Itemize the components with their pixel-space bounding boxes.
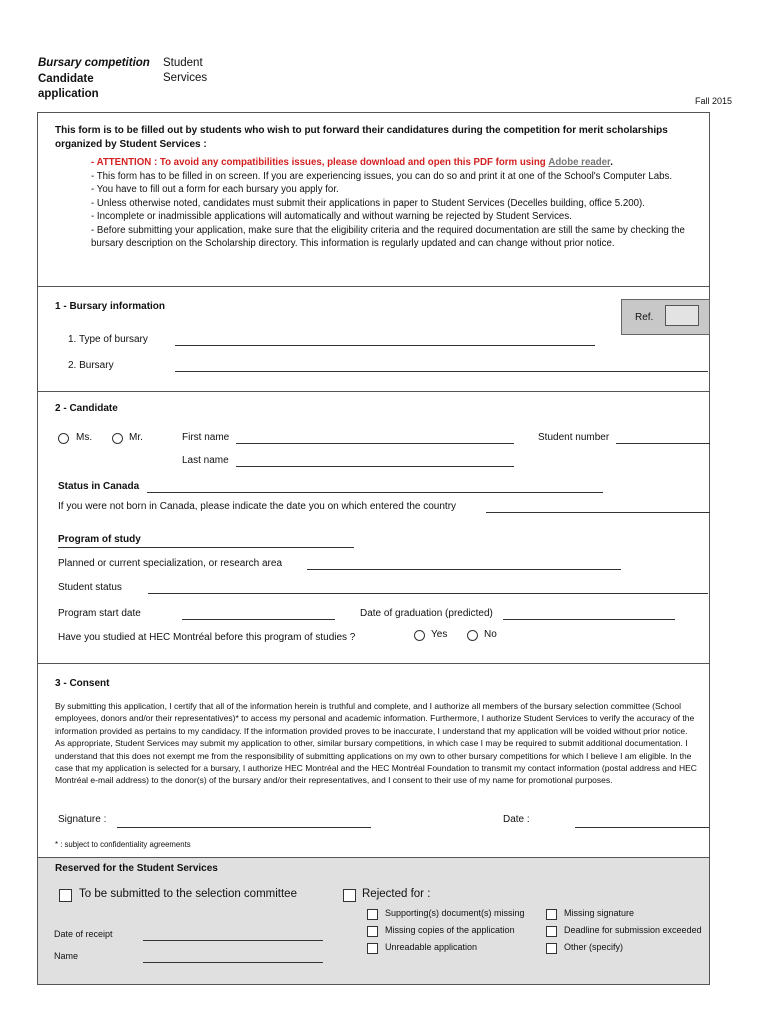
submit-to-committee-label: To be submitted to the selection committee [79,888,297,900]
reason-deadline-exceeded: Deadline for submission exceeded [564,925,702,935]
ms-radio[interactable] [58,433,69,444]
student-number-label: Student number [538,432,610,443]
department-name [163,56,207,86]
term-label: Fall 2015 [694,96,732,106]
last-name-label: Last name [182,455,229,466]
warning-text: ATTENTION : To avoid any compatibilities issues, please download and open this PDF form using [96,157,546,168]
yes-label: Yes [431,629,448,640]
no-radio[interactable] [467,630,478,641]
department-line2: Services [163,72,208,84]
program-label: Program of study [58,534,141,545]
instruction-item: - Unless otherwise noted, candidates must submit their applications in paper to Student Services (Decelles building, office 5.200). [91,197,645,209]
section4-title: Reserved for the Student Services [55,863,218,874]
section1-title: 1 - Bursary information [55,301,166,312]
instruction-item: - Incomplete or inadmissible applications will automatically and without warning be rejected by Student Services. [91,211,572,222]
reference-box [621,299,710,335]
no-label: No [484,629,497,640]
ms-label: Ms. [76,432,93,443]
section3-title: 3 - Consent [55,678,110,689]
program-field[interactable] [58,547,354,548]
status-label: Status in Canada [58,481,140,492]
signature-label: Signature : [58,814,107,825]
bursary-type-label: 1. Type of bursary [68,334,148,345]
student-status-label: Student status [58,582,122,593]
date-of-receipt-label: Date of receipt [54,929,113,939]
reason-checkbox-deadline-exceeded[interactable] [546,926,557,937]
reason-checkbox-missing-copies[interactable] [367,926,378,937]
reason-missing-copies: Missing copies of the application [385,925,515,935]
warning-suffix: . [610,157,613,168]
section2-title: 2 - Candidate [55,403,118,414]
instruction-item: - Before submitting your application, make sure that the eligibility criteria and the required documentation are still the same by checking the bursary description on the Scholarship directory. This information is regularly updated and can change without prior notice. [91,224,685,249]
reason-other: Other (specify) [564,942,624,952]
instruction-item: - You have to fill out a form for each bursary you apply for. [91,184,339,195]
reason-checkbox-unreadable[interactable] [367,943,378,954]
submit-to-committee-checkbox[interactable] [59,889,72,902]
program-start-label: Program start date [58,608,141,619]
section-bursary-information [37,286,710,392]
date-of-receipt-field[interactable] [143,940,323,941]
date-label: Date : [503,814,530,825]
intro-box [37,112,710,287]
student-status-field[interactable] [148,593,708,594]
graduation-date-label: Date of graduation (predicted) [360,608,493,619]
section-candidate [37,391,710,664]
department-line1: Student [163,57,203,69]
program-start-field[interactable] [182,619,335,620]
bursary-label: 2. Bursary [68,360,114,371]
warning-item [91,156,691,170]
section-reserved [37,857,710,985]
mr-radio[interactable] [112,433,123,444]
form-title-line2: Candidate [38,72,94,85]
intro-lead: This form is to be filled out by students who wish to put forward their candidatures during the competition for merit scholarships organized by Student Services : [55,125,668,150]
graduation-date-field[interactable] [503,619,675,620]
instruction-item: - This form has to be filled in on screen. If you are experiencing issues, you can do so and print it at one of the School's Computer Labs. [91,170,673,182]
specialization-label: Planned or current specialization, or research area [58,558,283,569]
warning-prefix: - [91,157,97,168]
rejected-checkbox[interactable] [343,889,356,902]
student-number-field[interactable] [616,443,710,444]
arrival-date-field[interactable] [486,512,710,513]
date-field[interactable] [575,827,709,828]
reason-unreadable: Unreadable application [385,942,478,952]
reason-checkbox-missing-signature[interactable] [546,909,557,920]
reason-checkbox-missing-documents[interactable] [367,909,378,920]
section-consent [37,663,710,858]
reference-field[interactable] [665,305,699,326]
specialization-field[interactable] [307,569,621,570]
reference-label: Ref. [635,312,654,323]
reason-checkbox-other[interactable] [546,943,557,954]
staff-name-field[interactable] [143,962,323,963]
bursary-field[interactable] [175,371,708,372]
reason-missing-signature: Missing signature [564,908,635,918]
instructions-list [91,156,691,251]
form-title-line3: application [38,88,99,100]
prior-study-label: Have you studied at HEC Montréal before this program of studies ? [58,632,356,643]
status-field[interactable] [147,492,603,493]
staff-name-label: Name [54,951,79,961]
mr-label: Mr. [129,432,143,443]
first-name-field[interactable] [236,443,514,444]
consent-text: By submitting this application, I certify that all of the information herein is truthful and complete, and I authorize all members of the bursary selection committee (School employees, donors and/or their representatives)* to access my personal and academic information. Furthermore, I authorize Student Services to verify the accuracy of the information provided as pertains to my candidacy. If the information provided proves to be inaccurate, I understand that my application will be voided without prior notice. As appropriate, Student Services may submit my application to other, similar bursary competitions, in which case I may be required to submit additional documentation. I understand that this does not exempt me from the responsibility of submitting applications on my own to other bursary competitions for which I believe I am eligible. In the case that my application is selected for a bursary, I authorize HEC Montréal and the HEC Montréal Foundation to transmit my contact information (postal address and HEC Montréal e-mail address) to the donor(s) of the bursary and/or their representatives, and I consent to their use of my name for promotional purposes. [55,701,697,786]
reason-missing-documents: Supporting(s) document(s) missing [385,908,525,918]
rejected-label: Rejected for : [362,888,431,900]
first-name-label: First name [182,432,230,443]
adobe-reader-link[interactable]: Adobe reader [548,157,611,168]
signature-field[interactable] [117,827,371,828]
arrival-date-label: If you were not born in Canada, please indicate the date you on which entered the country [58,501,457,512]
confidentiality-footnote: * : subject to confidentiality agreements [55,840,191,849]
form-title [38,56,150,103]
last-name-field[interactable] [236,466,514,467]
bursary-type-field[interactable] [175,345,595,346]
yes-radio[interactable] [414,630,425,641]
form-title-line1: Bursary competition [38,57,150,69]
